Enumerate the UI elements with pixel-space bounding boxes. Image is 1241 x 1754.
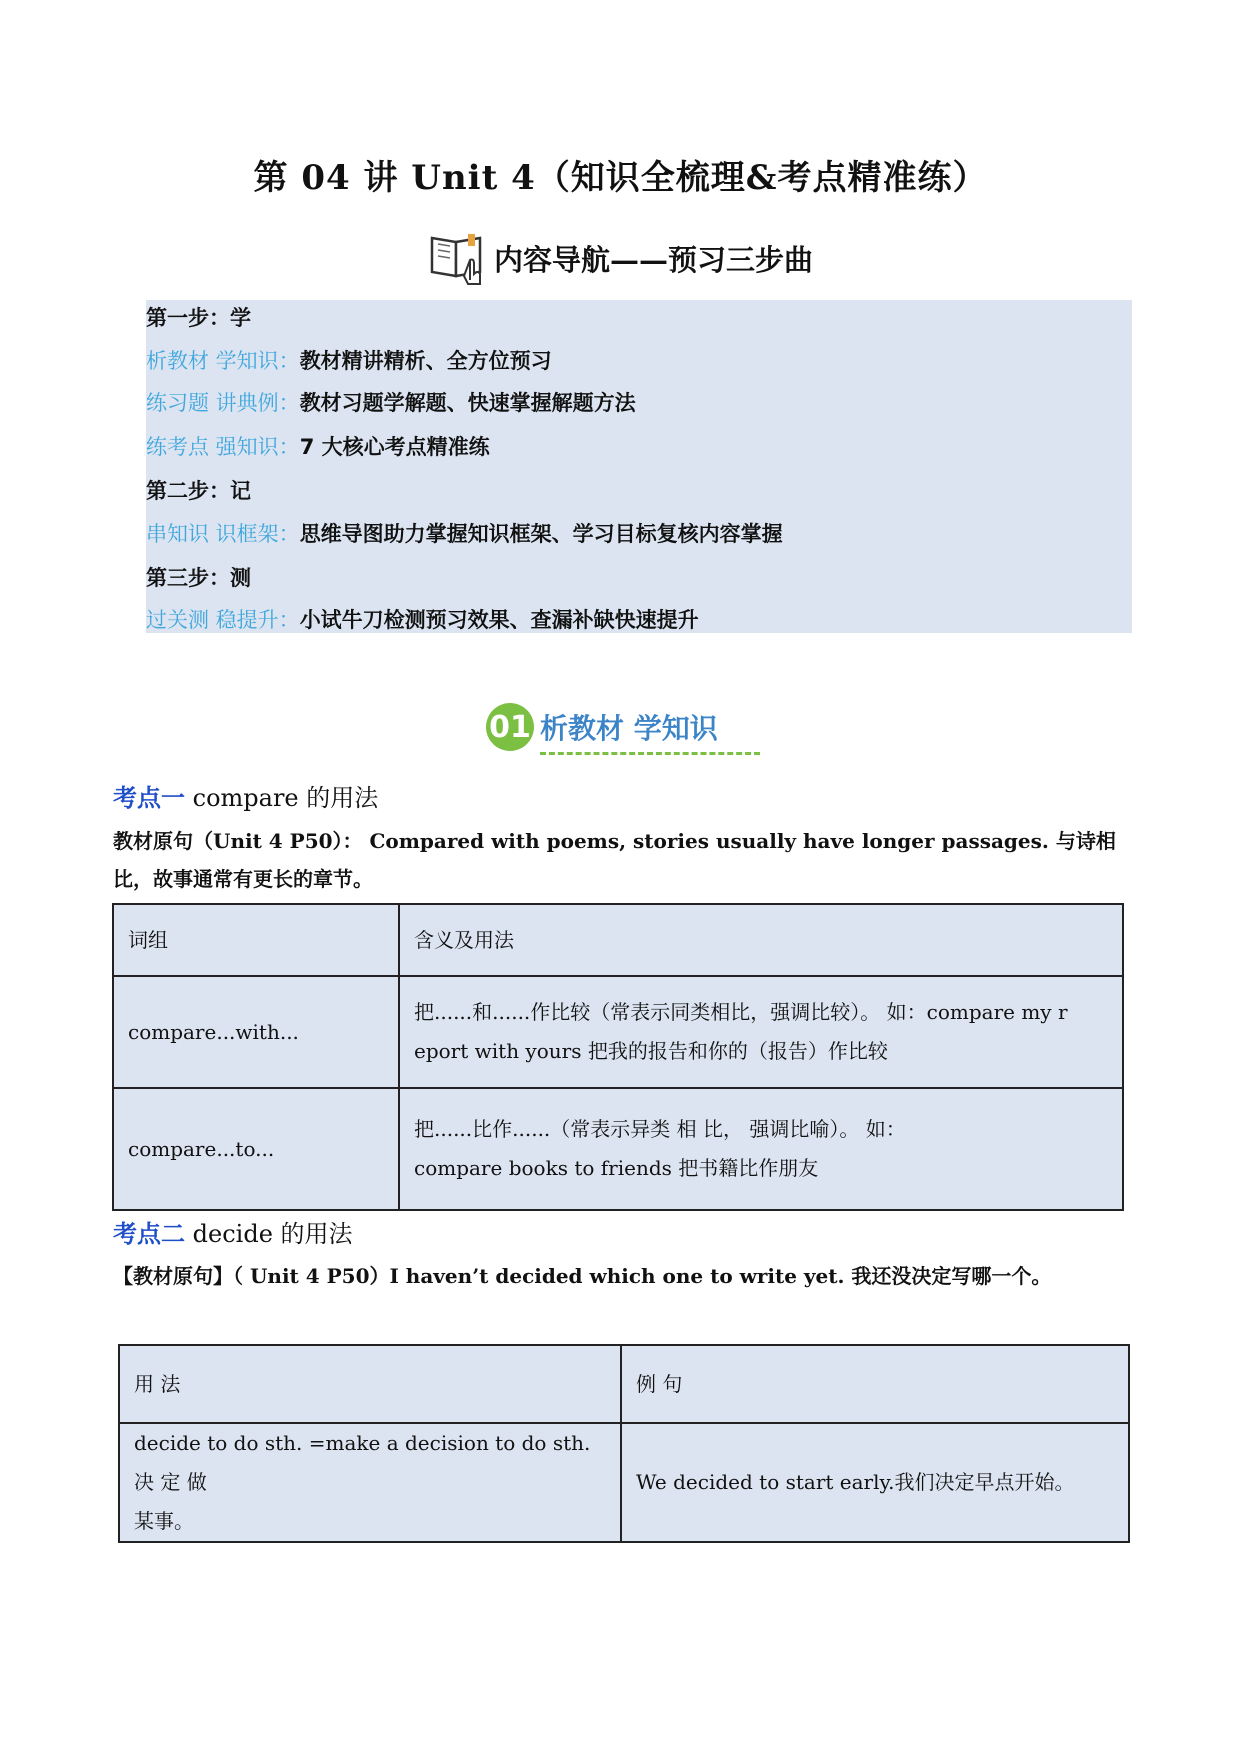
section-topic: compare 的用法 [192,784,379,812]
book-pointer-icon [428,230,490,286]
table-row [113,976,1123,1088]
table-cell: compare...with... [113,976,399,1088]
nav-step-label: 第一步：学 [146,306,251,330]
section-key: 考点一 [113,784,185,812]
usage-line: compare books to friends 把书籍比作朋友 [414,1156,819,1180]
badge-text: 析教材 学知识 [540,712,718,745]
nav-step-label: 第三步：测 [146,566,251,590]
table-header: 用 法 [119,1345,621,1423]
nav-item [146,604,699,634]
nav-item-desc: 小试牛刀检测预习效果、查漏补缺快速提升 [299,608,699,632]
usage-line: decide to do sth. =make a decision to do sth. 决 定 做 [134,1431,591,1494]
subtitle-text: 内容导航——预习三步曲 [493,242,813,277]
nav-item-desc: 思维导图助力掌握知识框架、学习目标复核内容掌握 [299,522,783,546]
table-cell [119,1423,621,1542]
source-sentence: 【教材原句】（ Unit 4 P50）I haven’t decided which one to write yet. 我还没决定写哪一个。 [113,1264,1052,1288]
source-sentence: 教材原句（Unit 4 P50）： Compared with poems, stories usually have longer passages. 与诗相比，故事通常有更长的章节。 [113,829,1116,891]
subtitle [0,230,1241,286]
section-heading [113,1214,353,1249]
nav-step-3 [146,562,251,592]
badge-number: 01 [486,703,534,751]
decide-table [118,1344,1130,1543]
table-header: 词组 [113,904,399,976]
usage-line: 某事。 [134,1509,194,1533]
usage-line: eport with yours 把我的报告和你的（报告）作比较 [414,1039,888,1063]
nav-item-key: 析教材 学知识： [146,349,300,373]
section-heading [113,778,378,813]
usage-line: 把......和......作比较（常表示同类相比，强调比较）。 如：compare my r [414,1000,1068,1024]
table-cell: compare...to... [113,1088,399,1210]
table-header: 含义及用法 [399,904,1123,976]
nav-step-2 [146,475,251,505]
table-row [119,1423,1129,1542]
nav-item [146,431,490,461]
badge-underline [540,752,760,755]
nav-item-desc: 教材习题学解题、快速掌握解题方法 [299,391,636,415]
table-header: 例 句 [621,1345,1129,1423]
nav-item-desc: 7 大核心考点精准练 [299,435,490,459]
table-cell: We decided to start early.我们决定早点开始。 [621,1423,1129,1542]
nav-item-key: 过关测 稳提升： [146,608,300,632]
table-cell [399,1088,1123,1210]
usage-line: 把......比作......（常表示异类 相 比， 强调比喻）。 如： [414,1117,906,1141]
nav-item-desc: 教材精讲精析、全方位预习 [299,349,552,373]
nav-item [146,518,783,548]
section-topic: decide 的用法 [192,1220,353,1248]
section-badge [486,703,718,751]
section-key: 考点二 [113,1220,185,1248]
nav-item [146,345,552,375]
page-title: 第 04 讲 Unit 4（知识全梳理&考点精准练） [253,158,988,198]
table-cell [399,976,1123,1088]
nav-item-key: 练考点 强知识： [146,435,300,459]
nav-step-1 [146,302,251,332]
nav-item [146,387,636,417]
table-row [113,1088,1123,1210]
nav-step-label: 第二步：记 [146,479,251,503]
table-header-row [113,904,1123,976]
table-header-row [119,1345,1129,1423]
nav-item-key: 练习题 讲典例： [146,391,300,415]
nav-item-key: 串知识 识框架： [146,522,300,546]
compare-table [112,903,1124,1211]
